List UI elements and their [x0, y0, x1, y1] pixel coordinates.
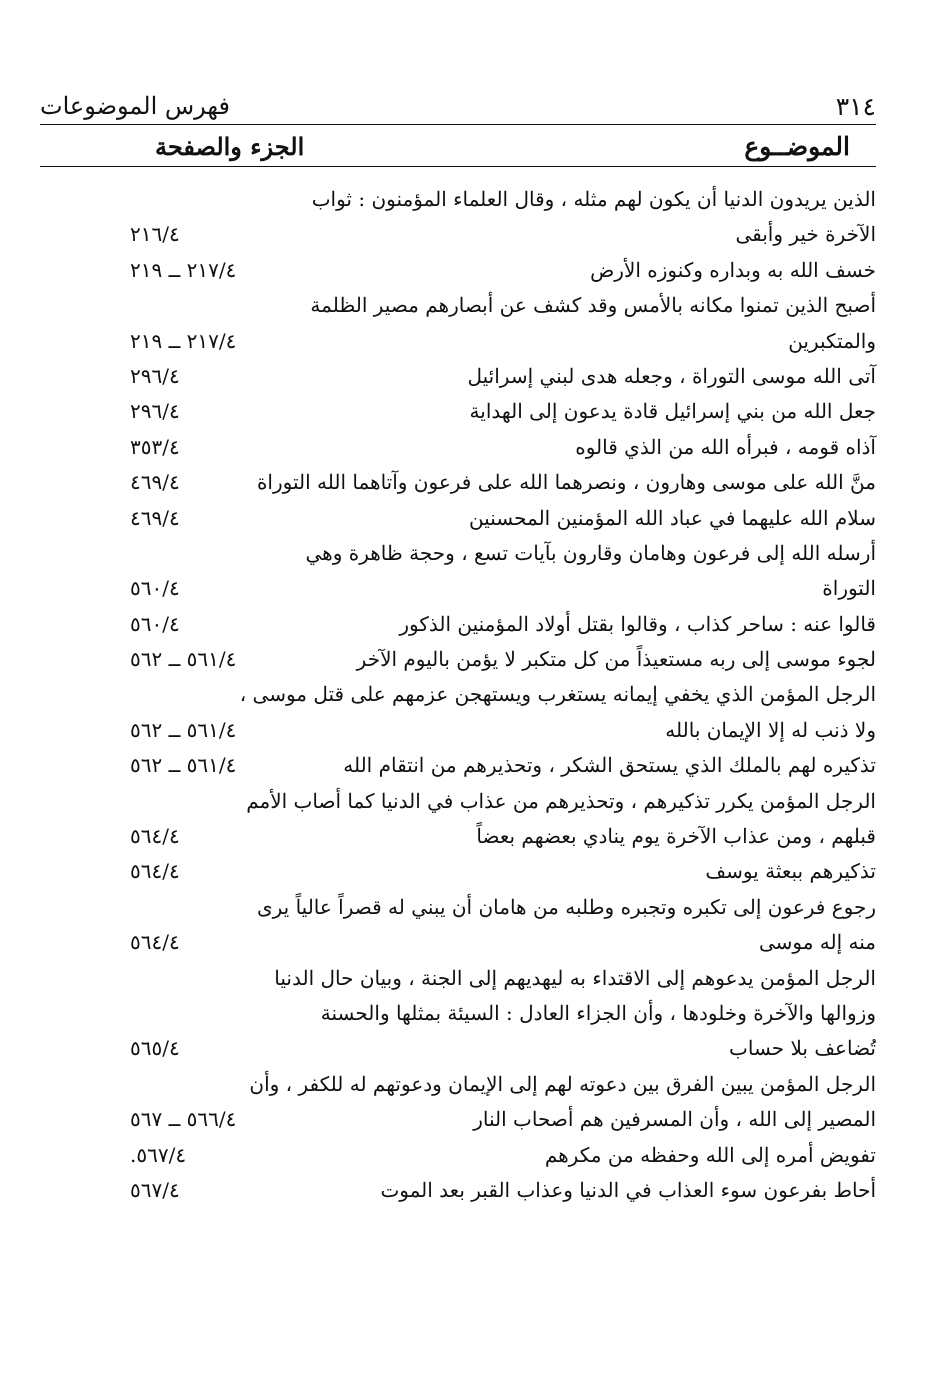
index-entry-row: [40, 748, 876, 783]
index-entry-row: [40, 607, 876, 642]
page-number: ٣١٤: [835, 92, 876, 121]
entry-topic: قبلهم ، ومن عذاب الآخرة يوم ينادي بعضهم بعضاً: [476, 824, 876, 849]
entry-volume-page: ٢١٧/٤ ــ ٢١٩: [130, 328, 237, 353]
topic-column-heading: الموضــوع: [744, 132, 850, 161]
column-heading-rule: [40, 166, 876, 167]
entry-volume-page: ٥٦٧/٤: [130, 1177, 180, 1202]
index-entry-row: [40, 1067, 876, 1102]
entry-topic: آذاه قومه ، فبرأه الله من الذي قالوه: [575, 434, 876, 459]
entry-topic: أرسله الله إلى فرعون وهامان وقارون بآيات تسع ، وحجة ظاهرة وهي: [305, 540, 876, 565]
index-entry-row: [40, 642, 876, 677]
entry-volume-page: ٥٦٥/٤: [130, 1036, 180, 1061]
entry-topic: الآخرة خير وأبقى: [735, 222, 876, 247]
index-entry-row: [40, 1173, 876, 1208]
entry-topic: منه إله موسى: [758, 930, 876, 955]
entry-volume-page: ٢٩٦/٤: [130, 363, 180, 388]
entry-topic: الرجل المؤمن يبين الفرق بين دعوته لهم إلى الإيمان ودعوتهم له للكفر ، وأن: [249, 1071, 876, 1096]
entry-topic: وزوالها والآخرة وخلودها ، وأن الجزاء العادل : السيئة بمثلها والحسنة: [320, 1000, 876, 1025]
index-entry-row: [40, 1031, 876, 1066]
entry-topic: سلام الله عليهما في عباد الله المؤمنين المحسنين: [468, 505, 876, 530]
entry-volume-page: ٢١٧/٤ ــ ٢١٩: [130, 257, 237, 282]
entry-volume-page: ٣٥٣/٤: [130, 434, 180, 459]
running-title: فهرس الموضوعات: [40, 92, 230, 120]
entry-volume-page: ٢٩٦/٤: [130, 399, 180, 424]
entry-topic: تفويض أمره إلى الله وحفظه من مكرهم: [544, 1142, 876, 1167]
entry-volume-page: ٥٦٤/٤: [130, 824, 180, 849]
entry-volume-page: ٥٦٠/٤: [130, 576, 180, 601]
index-entry-row: [40, 1138, 876, 1173]
entry-topic: أصبح الذين تمنوا مكانه بالأمس وقد كشف عن أبصارهم مصير الظلمة: [310, 293, 876, 318]
index-entry-row: [40, 996, 876, 1031]
index-entry-row: [40, 1102, 876, 1137]
entry-volume-page: ٥٦٠/٤: [130, 611, 180, 636]
index-entry-row: [40, 925, 876, 960]
index-entry-row: [40, 253, 876, 288]
volume-page-column-heading: الجزء والصفحة: [155, 132, 305, 161]
index-entry-row: [40, 359, 876, 394]
running-head: [40, 92, 876, 126]
index-entry-row: [40, 288, 876, 323]
entry-topic: التوراة: [822, 576, 876, 601]
entry-topic: خسف الله به وبداره وكنوزه الأرض: [590, 257, 876, 282]
entry-volume-page: ٥٦٤/٤: [130, 930, 180, 955]
entry-topic: منَّ الله على موسى وهارون ، ونصرهما الله على فرعون وآتاهما الله التوراة: [256, 470, 876, 495]
entry-volume-page: ٥٦١/٤ ــ ٥٦٢: [130, 647, 237, 672]
index-entry-row: [40, 394, 876, 429]
index-entry-row: [40, 961, 876, 996]
index-entry-row: [40, 571, 876, 606]
entry-topic: لجوء موسى إلى ربه مستعيذاً من كل متكبر لا يؤمن باليوم الآخر: [356, 647, 876, 672]
index-entry-row: [40, 217, 876, 252]
entry-topic: أحاط بفرعون سوء العذاب في الدنيا وعذاب القبر بعد الموت: [380, 1177, 876, 1202]
index-entry-row: [40, 890, 876, 925]
index-entry-row: [40, 784, 876, 819]
index-entry-row: [40, 182, 876, 217]
index-entry-row: [40, 854, 876, 889]
entry-topic: تذكيره لهم بالملك الذي يستحق الشكر ، وتحذيرهم من انتقام الله: [343, 753, 876, 778]
index-entry-row: [40, 536, 876, 571]
entry-topic: قالوا عنه : ساحر كذاب ، وقالوا بقتل أولاد المؤمنين الذكور: [399, 611, 876, 636]
entry-topic: تذكيرهم ببعثة يوسف: [705, 859, 876, 884]
entry-volume-page: ٢١٦/٤: [130, 222, 180, 247]
index-entry-row: [40, 324, 876, 359]
entry-topic: رجوع فرعون إلى تكبره وتجبره وطلبه من هامان أن يبني له قصراً عالياً يرى: [256, 894, 876, 919]
index-entry-row: [40, 819, 876, 854]
entry-volume-page: ٤٦٩/٤: [130, 470, 180, 495]
entry-volume-page: ٥٦٦/٤ ــ ٥٦٧: [130, 1107, 237, 1132]
entry-topic: الرجل المؤمن يكرر تذكيرهم ، وتحذيرهم من عذاب في الدنيا كما أصاب الأمم: [246, 788, 876, 813]
index-entry-row: [40, 430, 876, 465]
index-entry-row: [40, 677, 876, 712]
entry-topic: الرجل المؤمن الذي يخفي إيمانه يستغرب ويستهجن عزمهم على قتل موسى ،: [239, 682, 876, 707]
index-entry-row: [40, 713, 876, 748]
index-entry-row: [40, 501, 876, 536]
entry-topic: الذين يريدون الدنيا أن يكون لهم مثله ، وقال العلماء المؤمنون : ثواب: [311, 187, 876, 211]
entry-volume-page: ٥٦٧/٤.: [130, 1142, 187, 1167]
entry-volume-page: ٥٦٤/٤: [130, 859, 180, 884]
entry-topic: آتى الله موسى التوراة ، وجعله هدى لبني إسرائيل: [467, 363, 876, 388]
entry-volume-page: ٥٦١/٤ ــ ٥٦٢: [130, 753, 237, 778]
index-entry-row: [40, 465, 876, 500]
index-entries: [40, 182, 876, 1208]
entry-volume-page: ٥٦١/٤ ــ ٥٦٢: [130, 717, 237, 742]
entry-volume-page: ٤٦٩/٤: [130, 505, 180, 530]
entry-topic: المصير إلى الله ، وأن المسرفين هم أصحاب النار: [473, 1107, 876, 1132]
entry-topic: ولا ذنب له إلا الإيمان بالله: [665, 717, 876, 742]
entry-topic: والمتكبرين: [788, 328, 876, 353]
entry-topic: تُضاعف بلا حساب: [729, 1036, 876, 1061]
entry-topic: جعل الله من بني إسرائيل قادة يدعون إلى الهداية: [469, 399, 876, 424]
entry-topic: الرجل المؤمن يدعوهم إلى الاقتداء به ليهديهم إلى الجنة ، وبيان حال الدنيا: [274, 965, 876, 990]
header-rule: [40, 124, 876, 125]
